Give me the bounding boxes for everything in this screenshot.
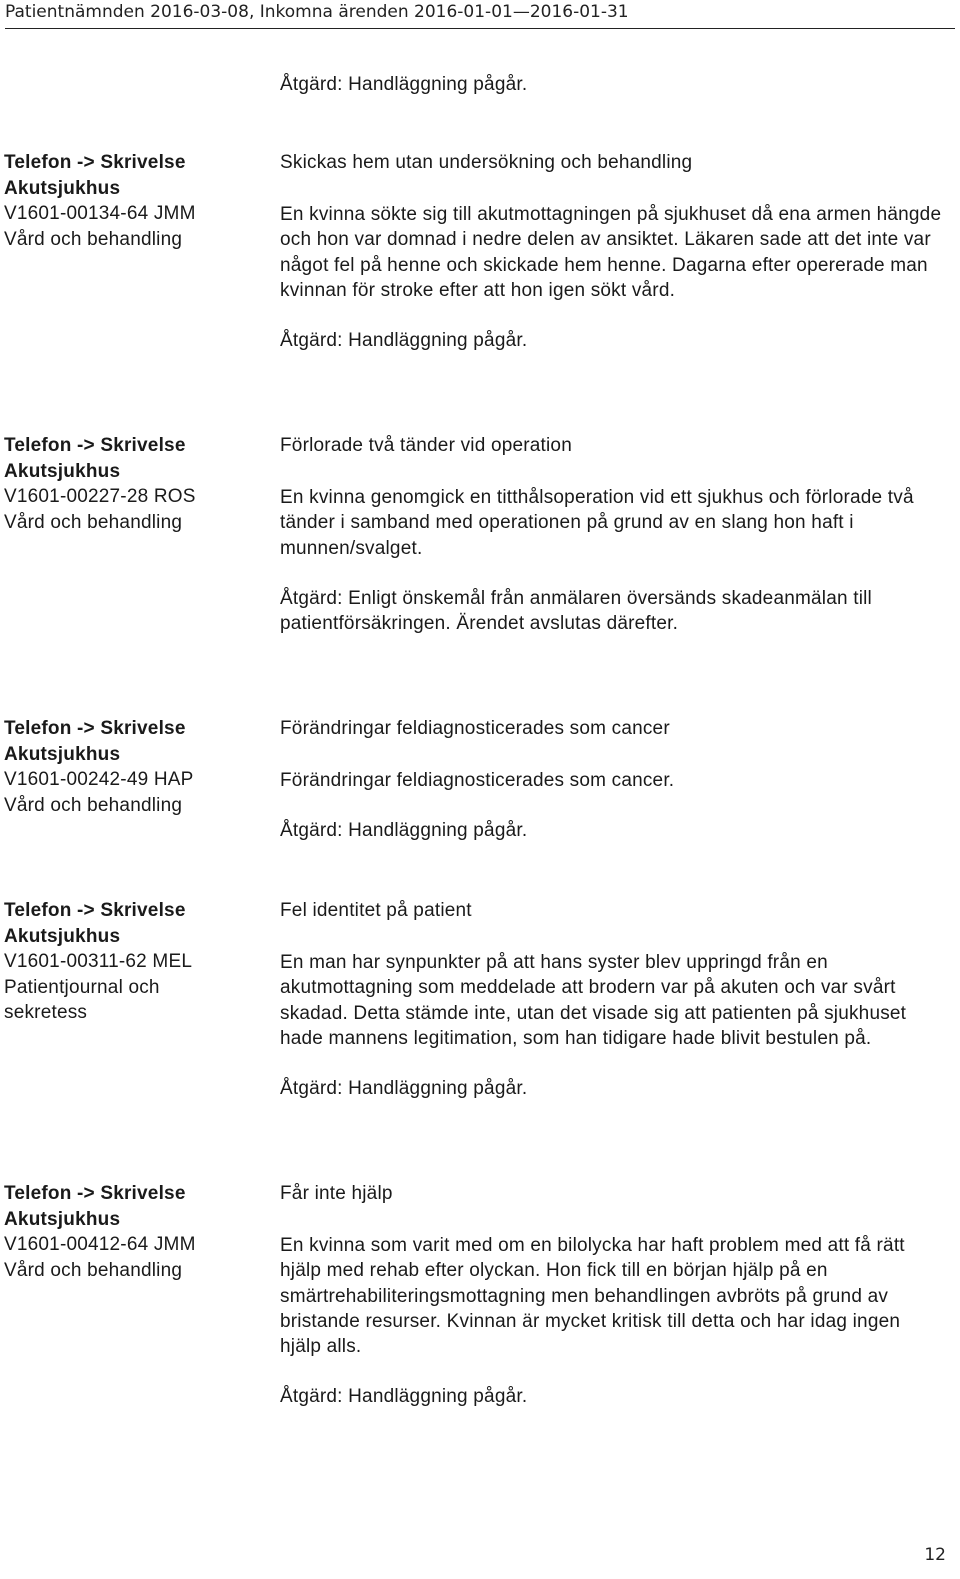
case-description: En kvinna genomgick en titthålsoperation vid ett sjukhus och förlorade två tänder i samband med operationen på grund av en slang hon haft i munnen/svalget. xyxy=(280,487,914,559)
page-header xyxy=(5,0,955,29)
case-meta xyxy=(4,433,266,535)
case-description: En kvinna som varit med om en bilolycka har haft problem med att få rätt hjälp med rehab efter olyckan. Hon fick till en början hjälp på en smärtrehabiliteringsmottagning men behandlingen avbröts på grund av bristande resurser. Kvinnan är mycket kritisk till detta och har idag ingen hjälp alls. xyxy=(280,1235,905,1358)
case-category: Vård och behandling xyxy=(4,1259,183,1281)
case-unit: Akutsjukhus xyxy=(4,177,121,199)
case-body xyxy=(280,898,944,1101)
case-route: Telefon -> Skrivelse xyxy=(4,152,186,173)
case-category: Vård och behandling xyxy=(4,511,183,533)
case-description: En kvinna sökte sig till akutmottagningen på sjukhuset då ena armen hängde och hon var domnad i nedre delen av ansiktet. Läkaren sade att det inte var något fel på henne och skickade hem henne. Dagarna efter opererade man kvinnan för stroke efter att hon igen sökt vård. xyxy=(280,204,942,301)
case-route: Telefon -> Skrivelse xyxy=(4,900,186,921)
case-id: V1601-00242-49 HAP xyxy=(4,769,194,790)
case-subject: Skickas hem utan undersökning och behandling xyxy=(280,152,693,173)
case-action: Åtgärd: Handläggning pågår. xyxy=(280,820,528,842)
case-subject: Får inte hjälp xyxy=(280,1183,393,1204)
case-action: Åtgärd: Enligt önskemål från anmälaren översänds skadeanmälan till patientförsäkringen. Ärendet avslutas därefter. xyxy=(280,587,872,635)
case-id: V1601-00227-28 ROS xyxy=(4,486,196,507)
case-route: Telefon -> Skrivelse xyxy=(4,1183,186,1204)
case-body xyxy=(280,150,944,353)
case-body xyxy=(280,1181,944,1409)
case-id: V1601-00311-62 MEL xyxy=(4,951,193,972)
header-title: Patientnämnden 2016-03-08, Inkomna ärenden 2016-01-01—2016-01-31 xyxy=(5,2,629,22)
case-body xyxy=(280,433,944,636)
case-subject: Förändringar feldiagnosticerades som cancer xyxy=(280,718,670,739)
case-id: V1601-00134-64 JMM xyxy=(4,203,196,224)
page-number: 12 xyxy=(924,1545,946,1565)
case-subject: Fel identitet på patient xyxy=(280,900,472,921)
case-description: En man har synpunkter på att hans syster blev uppringd från en akutmottagning som meddelade att brodern var på akuten och var svårt skadad. Detta stämde inte, utan det visade sig att patienten på sjukhuset hade mannens legitimation, som han tidigare hade blivit bestulen på. xyxy=(280,952,907,1049)
case-unit: Akutsjukhus xyxy=(4,1208,121,1230)
case-unit: Akutsjukhus xyxy=(4,925,121,947)
case-description: Förändringar feldiagnosticerades som cancer. xyxy=(280,770,675,792)
case-meta xyxy=(4,150,266,252)
case-unit: Akutsjukhus xyxy=(4,743,121,765)
case-action: Åtgärd: Handläggning pågår. xyxy=(280,1078,528,1100)
case-body xyxy=(280,716,944,844)
case-action: Åtgärd: Handläggning pågår. xyxy=(280,1386,528,1408)
case-unit: Akutsjukhus xyxy=(4,460,121,482)
case-route: Telefon -> Skrivelse xyxy=(4,718,186,739)
case-meta xyxy=(4,898,266,1026)
case-category: Vård och behandling xyxy=(4,228,183,250)
case-meta xyxy=(4,716,266,818)
case-id: V1601-00412-64 JMM xyxy=(4,1234,196,1255)
case-route: Telefon -> Skrivelse xyxy=(4,435,186,456)
case-category: Vård och behandling xyxy=(4,794,183,816)
top-action-text: Åtgärd: Handläggning pågår. xyxy=(280,74,528,95)
case-action: Åtgärd: Handläggning pågår. xyxy=(280,330,528,352)
case-subject: Förlorade två tänder vid operation xyxy=(280,435,572,456)
case-meta xyxy=(4,1181,266,1283)
case-category: Patientjournal och sekretess xyxy=(4,976,160,1023)
